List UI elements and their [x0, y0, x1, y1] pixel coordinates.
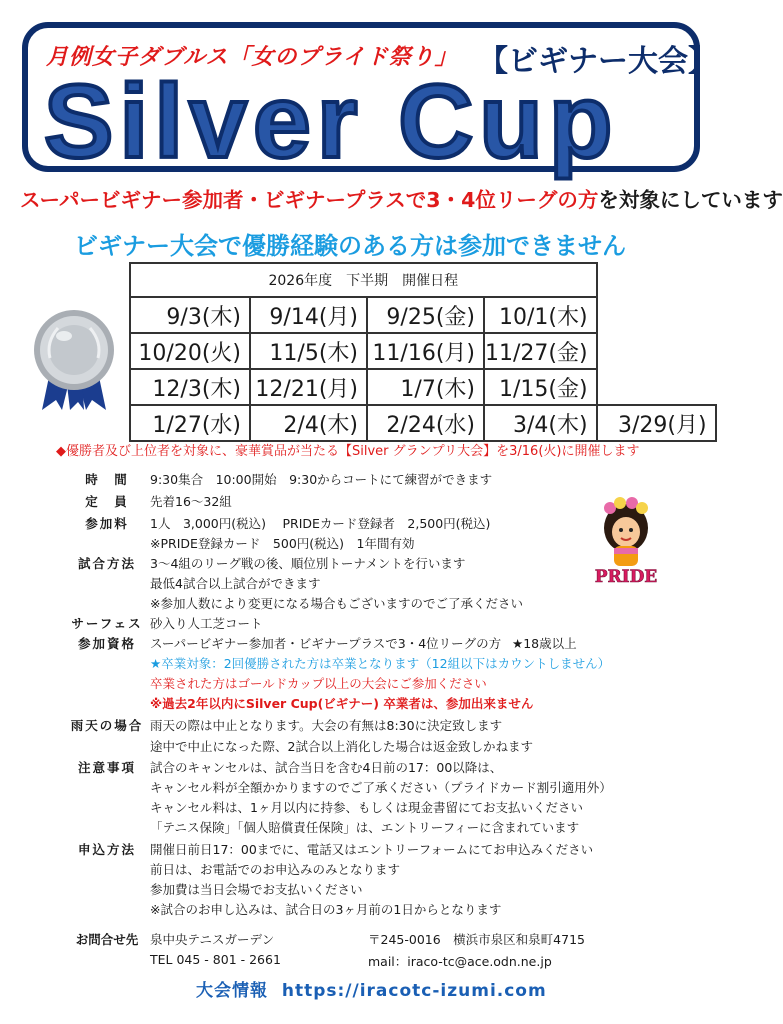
schedule-date: 12/3(木): [130, 369, 250, 405]
phone-number[interactable]: TEL 045 - 801 - 2661: [150, 952, 281, 967]
rain-line: 雨天の際は中止となります。大会の有無は8:30に決定致します: [150, 718, 503, 733]
schedule-table: [129, 262, 717, 442]
schedule-date: 12/21(月): [250, 369, 367, 405]
fee-note: ※PRIDE登録カード 500円(税込) 1年間有効: [150, 536, 415, 551]
rain-label: 雨天の場合: [70, 718, 144, 733]
venue-address: 〒245-0016 横浜市泉区和泉町4715: [368, 932, 585, 947]
info-url-link[interactable]: https://iracotc-izumi.com: [281, 981, 547, 1001]
restriction-notice: ビギナー大会で優勝経験のある方は参加できません: [74, 232, 626, 260]
fee-value: 1人 3,000円(税込) PRIDEカード登録者 2,500円(税込): [150, 516, 491, 531]
schedule-date: 11/16(月): [367, 333, 484, 369]
caution-line: 試合のキャンセルは、試合当日を含む4日前の17：00以降は、: [150, 760, 503, 775]
fee-label: 参加料: [85, 516, 129, 531]
apply-line: 参加費は当日会場でお支払いください: [150, 882, 363, 897]
schedule-date: 2/4(木): [250, 405, 367, 441]
apply-line: ※試合のお申し込みは、試合日の3ヶ月前の1日からとなります: [150, 902, 502, 917]
schedule-date: 9/3(木): [130, 297, 250, 333]
schedule-date: 10/20(火): [130, 333, 250, 369]
schedule-date: 3/4(木): [484, 405, 597, 441]
schedule-date: 2/24(水): [367, 405, 484, 441]
apply-label: 申込方法: [77, 842, 136, 857]
qualification-label: 参加資格: [77, 636, 136, 651]
beginner-label: 【ビギナー大会】: [478, 44, 718, 79]
caution-line: 「テニス保険」「個人賠償責任保険」は、エントリーフィーに含まれています: [150, 820, 580, 835]
silver-medal-icon: [28, 306, 120, 412]
target-red-text: スーパービギナー参加者・ビギナープラスで3・4位リーグの方: [20, 188, 599, 212]
capacity-label: 定 員: [85, 494, 129, 509]
schedule-caption: 2026年度 下半期 開催日程: [130, 263, 597, 297]
info-label: 大会情報: [196, 981, 268, 1001]
pride-mascot-icon: [580, 494, 672, 586]
format-label: 試合方法: [77, 556, 136, 571]
format-line: 3～4組のリーグ戦の後、順位別トーナメントを行います: [150, 556, 466, 571]
schedule-date: 1/7(木): [367, 369, 484, 405]
schedule-date: 1/27(水): [130, 405, 250, 441]
schedule-date: 1/15(金): [484, 369, 597, 405]
schedule-date: 11/27(金): [484, 333, 597, 369]
mascot-label: PRIDE: [594, 567, 658, 587]
schedule-date: 11/5(木): [250, 333, 367, 369]
apply-line: 開催日前日17：00までに、電話又はエントリーフォームにてお申込みください: [150, 842, 594, 857]
graduate-restriction: ※過去2年以内にSilver Cup(ビギナー) 卒業者は、参加出来ません: [150, 696, 534, 711]
venue-name: 泉中央テニスガーデン: [150, 932, 275, 947]
target-black-text: を対象にしています: [598, 188, 783, 212]
time-label: 時 間: [85, 472, 129, 487]
schedule-date: 3/29(月): [597, 405, 716, 441]
schedule-date: 9/14(月): [250, 297, 367, 333]
main-title: Silver Cup: [44, 64, 619, 180]
surface-label: サーフェス: [71, 616, 143, 631]
graduate-note: 卒業された方はゴールドカップ以上の大会にご参加ください: [150, 676, 487, 691]
grand-prix-notice: ◆優勝者及び上位者を対象に、豪華賞品が当たる【Silver グランプリ大会】を3/16(火)に開催します: [56, 444, 640, 459]
time-value: 9:30集合 10:00開始 9:30からコートにて練習ができます: [150, 472, 493, 487]
rain-line: 途中で中止になった際、2試合以上消化した場合は返金致しかねます: [150, 739, 533, 754]
age-requirement: ★18歳以上: [512, 636, 577, 651]
contact-email[interactable]: mail：iraco-tc@ace.odn.ne.jp: [368, 954, 552, 969]
target-participants: [20, 183, 783, 213]
caution-label: 注意事項: [77, 760, 136, 775]
schedule-date: 10/1(木): [484, 297, 597, 333]
surface-value: 砂入り人工芝コート: [150, 616, 263, 631]
graduation-rule: ★卒業対象：2回優勝された方は卒業となります（12組以下はカウントしません）: [150, 656, 611, 671]
schedule-date: 9/25(金): [367, 297, 484, 333]
caution-line: キャンセル料が全額かかりますのでご了承ください（プライドカード割引適用外）: [150, 780, 612, 795]
caution-line: キャンセル料は、1ヶ月以内に持参、もしくは現金書留にてお支払いください: [150, 800, 583, 815]
capacity-value: 先着16～32組: [150, 494, 232, 509]
contact-label: お問合せ先: [75, 932, 139, 947]
format-line: 最低4試合以上試合ができます: [150, 576, 321, 591]
format-line: ※参加人数により変更になる場合もございますのでご了承ください: [150, 596, 523, 611]
event-series-title: 月例女子ダブルス「女のプライド祭り」: [46, 45, 458, 70]
apply-line: 前日は、お電話でのお申込みのみとなります: [150, 862, 401, 877]
info-line: [196, 976, 547, 1001]
qualification-value: スーパービギナー参加者・ビギナープラスで3・4位リーグの方: [150, 636, 502, 651]
